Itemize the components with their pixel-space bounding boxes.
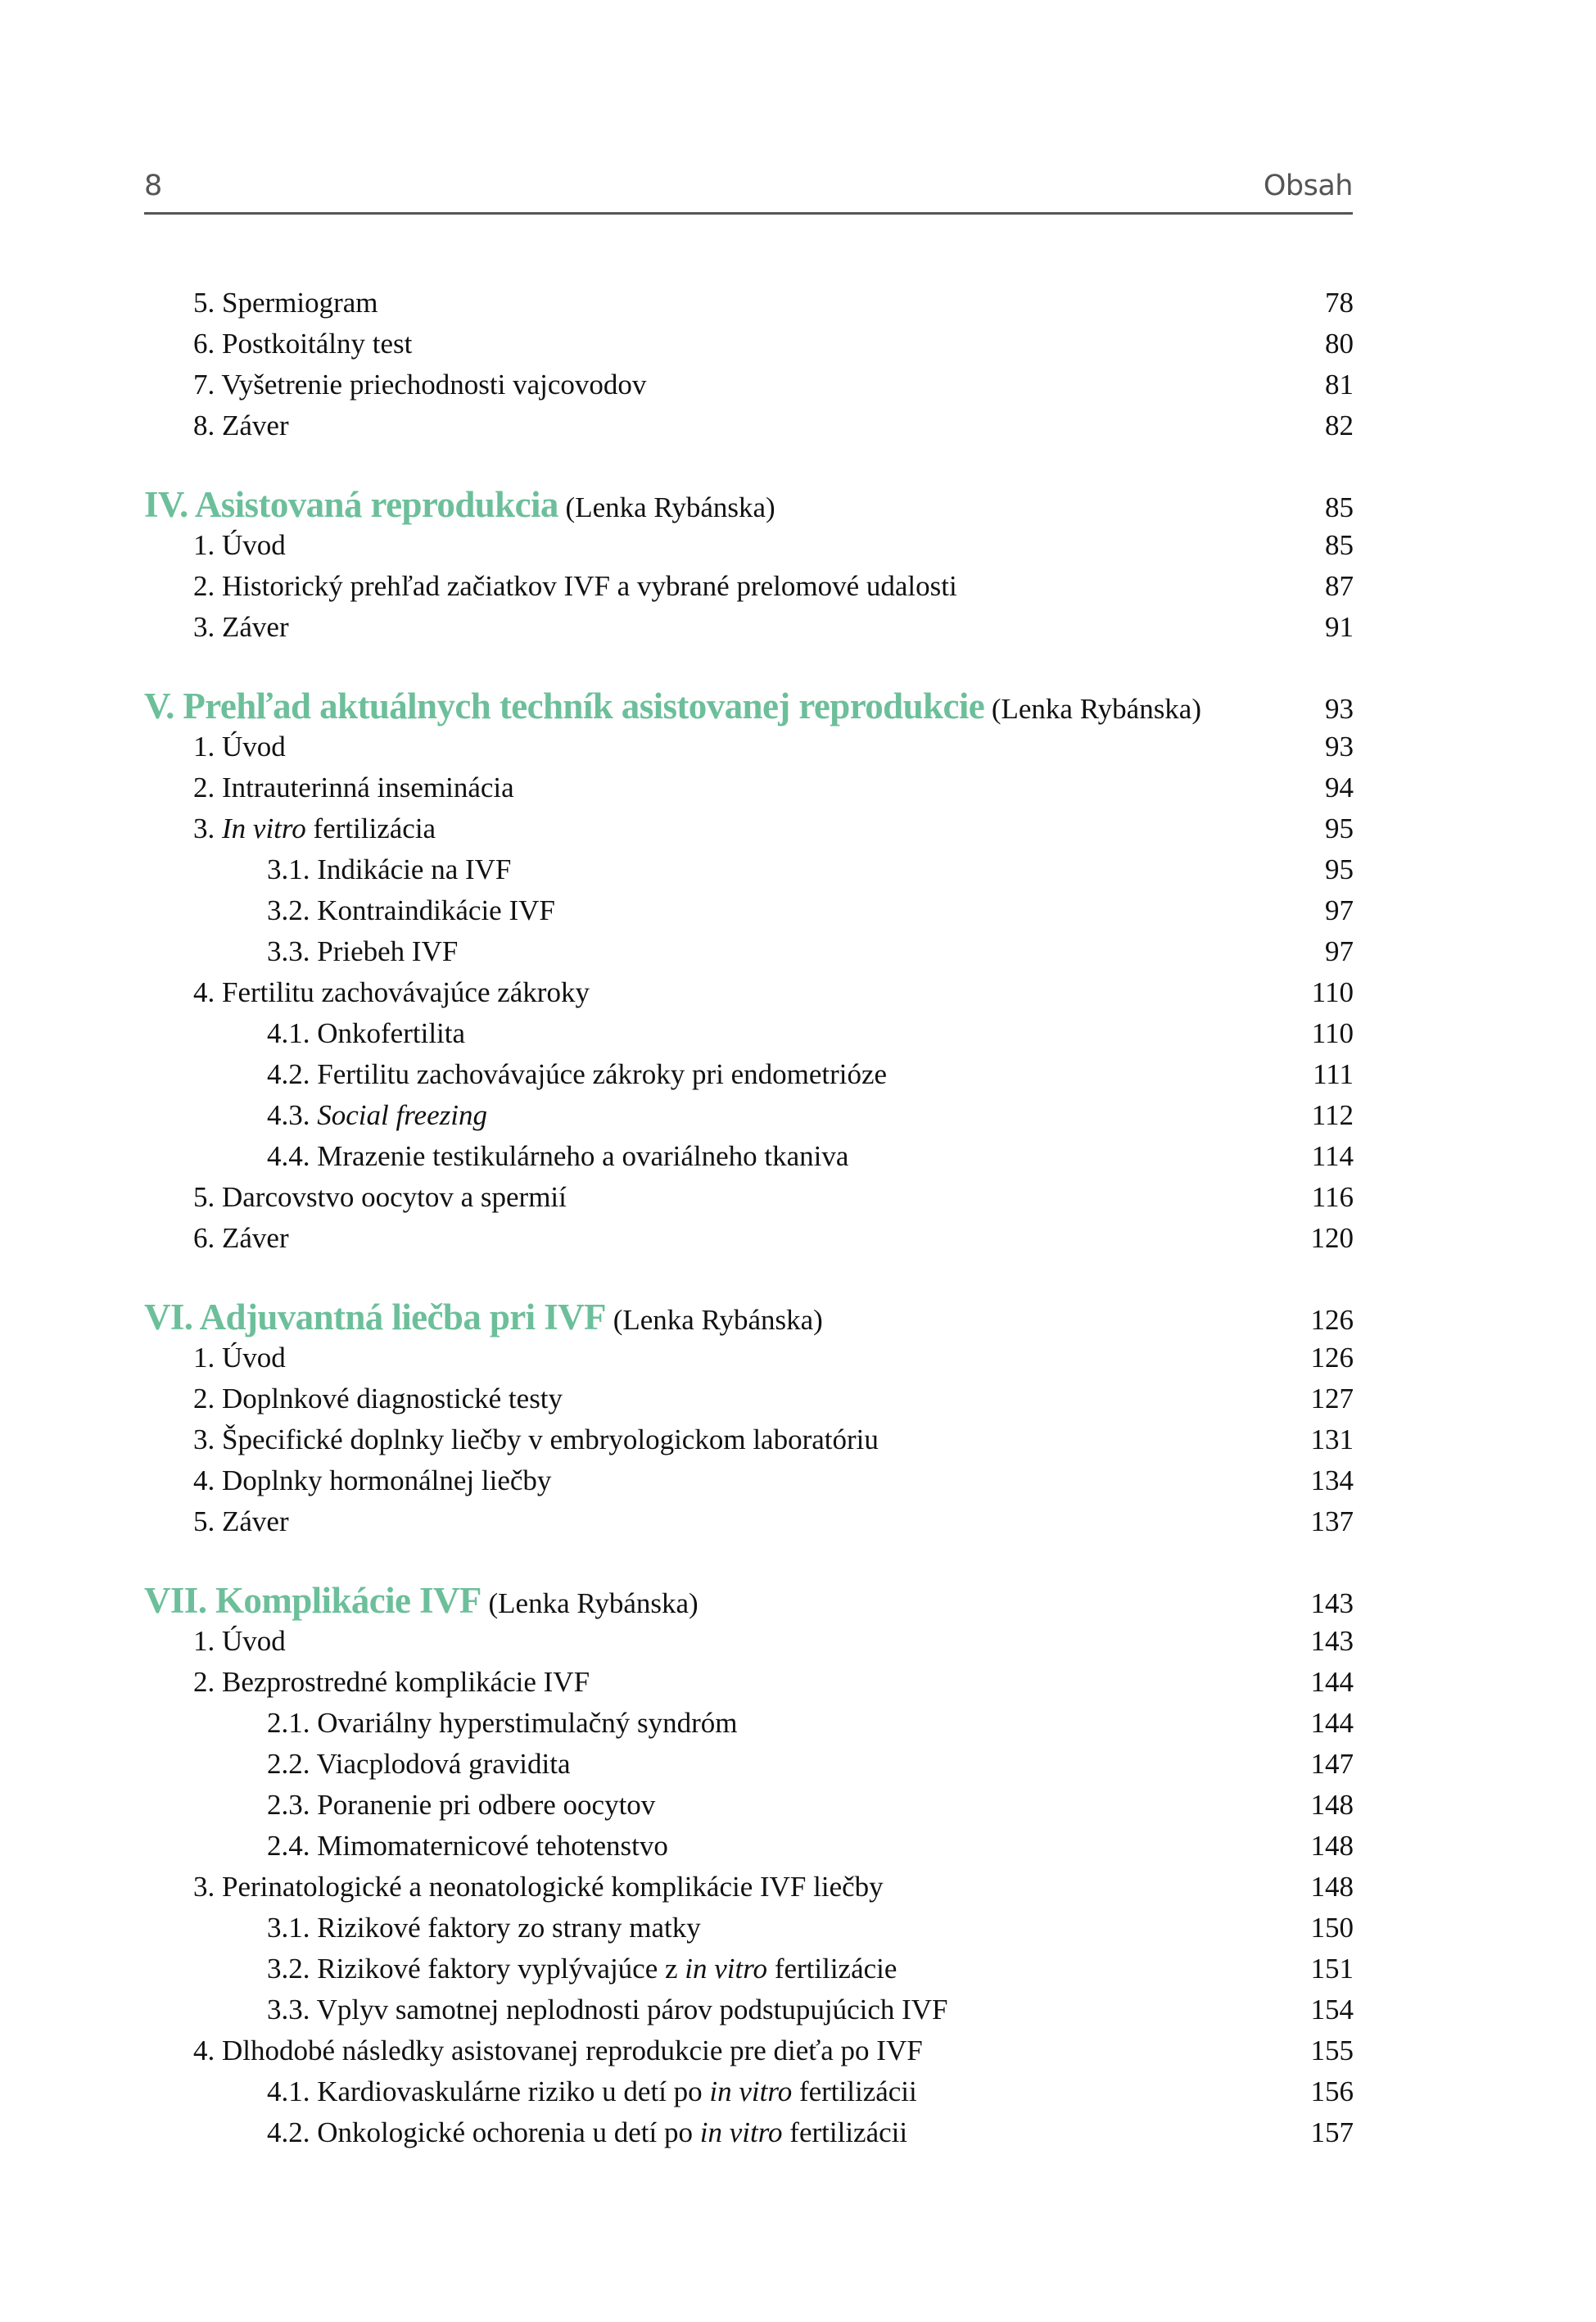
toc-text: 3. Špecifické doplnky liečby v embryologickom laboratóriu: [193, 1424, 879, 1455]
toc-item-label: [144, 566, 1309, 607]
toc-page-number: 144: [1310, 1666, 1354, 1698]
italic-term: in vitro: [685, 1953, 768, 1985]
toc-page-number: 94: [1325, 772, 1354, 803]
toc-text: 1. Úvod: [193, 731, 286, 763]
toc-text: 4. Dlhodobé následky asistovanej reprodukcie pre dieťa po IVF: [193, 2035, 923, 2066]
toc-subsection-item[interactable]: [144, 849, 1354, 890]
toc-item-label: [144, 324, 1309, 364]
toc-page-number: 87: [1325, 570, 1354, 602]
toc-text: 2.3. Poranenie pri odbere oocytov: [267, 1789, 656, 1821]
toc-page-number: 127: [1310, 1383, 1354, 1414]
toc-page-number: 82: [1325, 410, 1354, 441]
toc-page-number: 81: [1325, 369, 1354, 401]
toc-item-label: [144, 1460, 1295, 1501]
toc-item[interactable]: [144, 607, 1354, 648]
toc-item[interactable]: [144, 283, 1354, 324]
toc-subsection-item[interactable]: [144, 1136, 1354, 1177]
toc-text: 2. Doplnkové diagnostické testy: [193, 1383, 563, 1414]
toc-item[interactable]: [144, 1460, 1354, 1501]
toc-subsection-item[interactable]: [144, 1095, 1354, 1136]
page-number: 8: [144, 170, 163, 202]
toc-text: 4.3.: [267, 1099, 318, 1131]
toc-item[interactable]: [144, 364, 1354, 405]
toc-item-label: [144, 808, 1309, 849]
toc-text: fertilizácia: [305, 812, 436, 844]
toc-text: 3.2. Kontraindikácie IVF: [267, 894, 555, 926]
toc-section-heading[interactable]: [144, 484, 1354, 525]
toc-item[interactable]: [144, 1662, 1354, 1703]
toc-page-number: 131: [1310, 1424, 1354, 1455]
toc-item-label: [144, 1867, 1295, 1908]
toc-item[interactable]: [144, 808, 1354, 849]
toc-item-label: [144, 931, 1309, 972]
toc-text: 1. Úvod: [193, 1342, 286, 1374]
toc-subsection-item[interactable]: [144, 931, 1354, 972]
italic-term: In vitro: [222, 812, 306, 844]
toc-item[interactable]: [144, 1338, 1354, 1378]
toc-text: 2.4. Mimomaternicové tehotenstvo: [267, 1830, 668, 1862]
section-heading-label: [144, 1297, 1295, 1341]
toc-page-number: 148: [1310, 1789, 1354, 1821]
toc-item-label: [144, 1621, 1295, 1662]
toc-text: 3.3. Priebeh IVF: [267, 935, 459, 967]
toc-subsection-item[interactable]: [144, 1013, 1354, 1054]
toc-page-number: 155: [1310, 2035, 1354, 2066]
toc-page-number: 137: [1310, 1505, 1354, 1537]
toc-page-number: 80: [1325, 328, 1354, 360]
toc-text: 5. Spermiogram: [193, 287, 378, 319]
toc-text: 2. Bezprostredné komplikácie IVF: [193, 1666, 590, 1698]
toc-page-number: 93: [1325, 693, 1354, 725]
toc-item-label: [144, 405, 1309, 446]
toc-section-heading[interactable]: [144, 1580, 1354, 1621]
toc-text: fertilizácii: [782, 2116, 908, 2148]
toc-subsection-item[interactable]: [144, 1949, 1354, 1989]
toc-item-label: [144, 2030, 1295, 2071]
toc-item-label: [144, 525, 1309, 566]
toc-page-number: 148: [1310, 1871, 1354, 1903]
section-title: V. Prehľad aktuálnych techník asistovanej reprodukcie: [144, 686, 985, 726]
toc-item-label: [144, 1218, 1295, 1259]
section-author: (Lenka Rybánska): [991, 693, 1202, 725]
italic-term: Social freezing: [317, 1099, 487, 1131]
toc-item-label: [144, 1744, 1295, 1785]
toc-item-label: [144, 1136, 1295, 1177]
toc-item-label: [144, 1013, 1295, 1054]
toc-subsection-item[interactable]: [144, 1744, 1354, 1785]
toc-page-number: 120: [1310, 1222, 1354, 1254]
toc-item-label: [144, 283, 1309, 324]
toc-item-label: [144, 726, 1309, 767]
toc-page-number: 156: [1310, 2075, 1354, 2107]
toc-item[interactable]: [144, 2030, 1354, 2071]
toc-text: 3. Záver: [193, 611, 289, 643]
toc-text: 3.1. Rizikové faktory zo strany matky: [267, 1912, 701, 1944]
toc-text: 4. Doplnky hormonálnej liečby: [193, 1464, 552, 1496]
toc-subsection-item[interactable]: [144, 1989, 1354, 2030]
toc-item[interactable]: [144, 972, 1354, 1013]
toc-item-label: [144, 1378, 1295, 1419]
toc-page-number: 143: [1310, 1625, 1354, 1657]
section-title: VII. Komplikácie IVF: [144, 1580, 482, 1621]
toc-text: 5. Darcovstvo oocytov a spermií: [193, 1181, 567, 1213]
toc-subsection-item[interactable]: [144, 1054, 1354, 1095]
toc-item-label: [144, 1826, 1295, 1867]
toc-page-number: 85: [1325, 529, 1354, 561]
toc-item-label: [144, 1949, 1295, 1989]
toc-item-label: [144, 1703, 1295, 1744]
toc-text: 8. Záver: [193, 410, 289, 441]
toc-page-number: 116: [1311, 1181, 1354, 1213]
toc-page-number: 157: [1310, 2116, 1354, 2148]
toc-item-label: [144, 1662, 1295, 1703]
toc-text: 4.2. Onkologické ochorenia u detí po: [267, 2116, 700, 2148]
toc-page-number: 85: [1325, 491, 1354, 523]
toc-item[interactable]: [144, 1218, 1354, 1259]
section-author: (Lenka Rybánska): [488, 1587, 699, 1619]
toc-text: 6. Záver: [193, 1222, 289, 1254]
toc-item-label: [144, 607, 1309, 648]
toc-text: 6. Postkoitálny test: [193, 328, 413, 360]
toc-item[interactable]: [144, 1867, 1354, 1908]
section-heading-label: [144, 686, 1309, 730]
toc-item[interactable]: [144, 324, 1354, 364]
toc-item[interactable]: [144, 726, 1354, 767]
toc-text: 2. Intrauterinná inseminácia: [193, 772, 514, 803]
toc-text: fertilizácii: [792, 2075, 917, 2107]
italic-term: in vitro: [709, 2075, 793, 2107]
italic-term: in vitro: [699, 2116, 783, 2148]
toc-subsection-item[interactable]: [144, 2112, 1354, 2153]
section-title: IV. Asistovaná reprodukcia: [144, 484, 558, 525]
toc-subsection-item[interactable]: [144, 1908, 1354, 1949]
toc-item-label: [144, 1177, 1295, 1218]
toc-page-number: 111: [1313, 1058, 1354, 1090]
toc-page-number: 93: [1325, 731, 1354, 763]
toc-item[interactable]: [144, 525, 1354, 566]
toc-page-number: 147: [1310, 1748, 1354, 1780]
toc-text: 3.2. Rizikové faktory vyplývajúce z: [267, 1953, 685, 1985]
toc-page-number: 151: [1310, 1953, 1354, 1985]
toc-text: 4.1. Kardiovaskulárne riziko u detí po: [267, 2075, 710, 2107]
toc-item-label: [144, 972, 1295, 1013]
toc-subsection-item[interactable]: [144, 1785, 1354, 1826]
toc-subsection-item[interactable]: [144, 2071, 1354, 2112]
toc-item-label: [144, 1338, 1295, 1378]
toc-page-number: 91: [1325, 611, 1354, 643]
toc-text: 4.2. Fertilitu zachovávajúce zákroky pri endometrióze: [267, 1058, 888, 1090]
toc-item-label: [144, 767, 1309, 808]
toc-text: 3.: [193, 812, 222, 844]
toc-item[interactable]: [144, 1419, 1354, 1460]
toc-item-label: [144, 1095, 1295, 1136]
toc-item-label: [144, 1908, 1295, 1949]
toc-text: 3.3. Vplyv samotnej neplodnosti párov podstupujúcich IVF: [267, 1994, 948, 2026]
toc-text: fertilizácie: [767, 1953, 897, 1985]
page-header: [144, 164, 1353, 215]
toc-page-number: 148: [1310, 1830, 1354, 1862]
toc-text: 4.4. Mrazenie testikulárneho a ovariálneho tkaniva: [267, 1140, 849, 1172]
section-heading-label: [144, 484, 1309, 528]
toc-subsection-item[interactable]: [144, 1826, 1354, 1867]
toc-text: 2.2. Viacplodová gravidita: [267, 1748, 571, 1780]
toc-item-label: [144, 849, 1309, 890]
toc-page-number: 126: [1310, 1304, 1354, 1336]
toc-text: 3. Perinatologické a neonatologické komplikácie IVF liečby: [193, 1871, 884, 1903]
toc-subsection-item[interactable]: [144, 890, 1354, 931]
toc-text: 1. Úvod: [193, 1625, 286, 1657]
toc-item[interactable]: [144, 1621, 1354, 1662]
toc-page-number: 95: [1325, 853, 1354, 885]
toc-page-number: 95: [1325, 812, 1354, 844]
toc-page-number: 97: [1325, 935, 1354, 967]
section-author: (Lenka Rybánska): [565, 491, 775, 523]
section-heading-label: [144, 1580, 1295, 1624]
toc-item-label: [144, 1501, 1295, 1542]
toc-item-label: [144, 1054, 1296, 1095]
toc-text: 1. Úvod: [193, 529, 286, 561]
toc-page-number: 114: [1311, 1140, 1354, 1172]
toc-item-label: [144, 890, 1309, 931]
toc-item-label: [144, 1989, 1295, 2030]
toc-page-number: 143: [1310, 1587, 1354, 1619]
toc-item-label: [144, 2112, 1295, 2153]
toc-page-number: 110: [1311, 976, 1354, 1008]
section-title: VI. Adjuvantná liečba pri IVF: [144, 1297, 606, 1338]
toc-page-number: 154: [1310, 1994, 1354, 2026]
toc-item[interactable]: [144, 1501, 1354, 1542]
toc-page-number: 134: [1310, 1464, 1354, 1496]
toc-page-number: 150: [1310, 1912, 1354, 1944]
section-author: (Lenka Rybánska): [613, 1304, 823, 1336]
toc-section-heading[interactable]: [144, 686, 1354, 726]
toc-page-number: 144: [1310, 1707, 1354, 1739]
toc-item[interactable]: [144, 405, 1354, 446]
toc-text: 2.1. Ovariálny hyperstimulačný syndróm: [267, 1707, 738, 1739]
toc-text: 2. Historický prehľad začiatkov IVF a vybrané prelomové udalosti: [193, 570, 957, 602]
toc-text: 4.1. Onkofertilita: [267, 1017, 466, 1049]
toc-page-number: 110: [1311, 1017, 1354, 1049]
toc-item[interactable]: [144, 1177, 1354, 1218]
toc-text: 5. Záver: [193, 1505, 289, 1537]
toc-item[interactable]: [144, 566, 1354, 607]
toc-text: 7. Vyšetrenie priechodnosti vajcovodov: [193, 369, 647, 401]
toc-item-label: [144, 2071, 1295, 2112]
toc-item[interactable]: [144, 1378, 1354, 1419]
toc-text: 4. Fertilitu zachovávajúce zákroky: [193, 976, 590, 1008]
toc-page-number: 126: [1310, 1342, 1354, 1374]
toc-item-label: [144, 1785, 1295, 1826]
toc-item-label: [144, 1419, 1295, 1460]
running-title: Obsah: [1263, 170, 1353, 202]
toc-item-label: [144, 364, 1309, 405]
toc-section-heading[interactable]: [144, 1297, 1354, 1338]
toc-item[interactable]: [144, 767, 1354, 808]
table-of-contents: [144, 283, 1354, 2153]
toc-subsection-item[interactable]: [144, 1703, 1354, 1744]
toc-page-number: 97: [1325, 894, 1354, 926]
toc-page-number: 112: [1311, 1099, 1354, 1131]
toc-page-number: 78: [1325, 287, 1354, 319]
toc-text: 3.1. Indikácie na IVF: [267, 853, 512, 885]
